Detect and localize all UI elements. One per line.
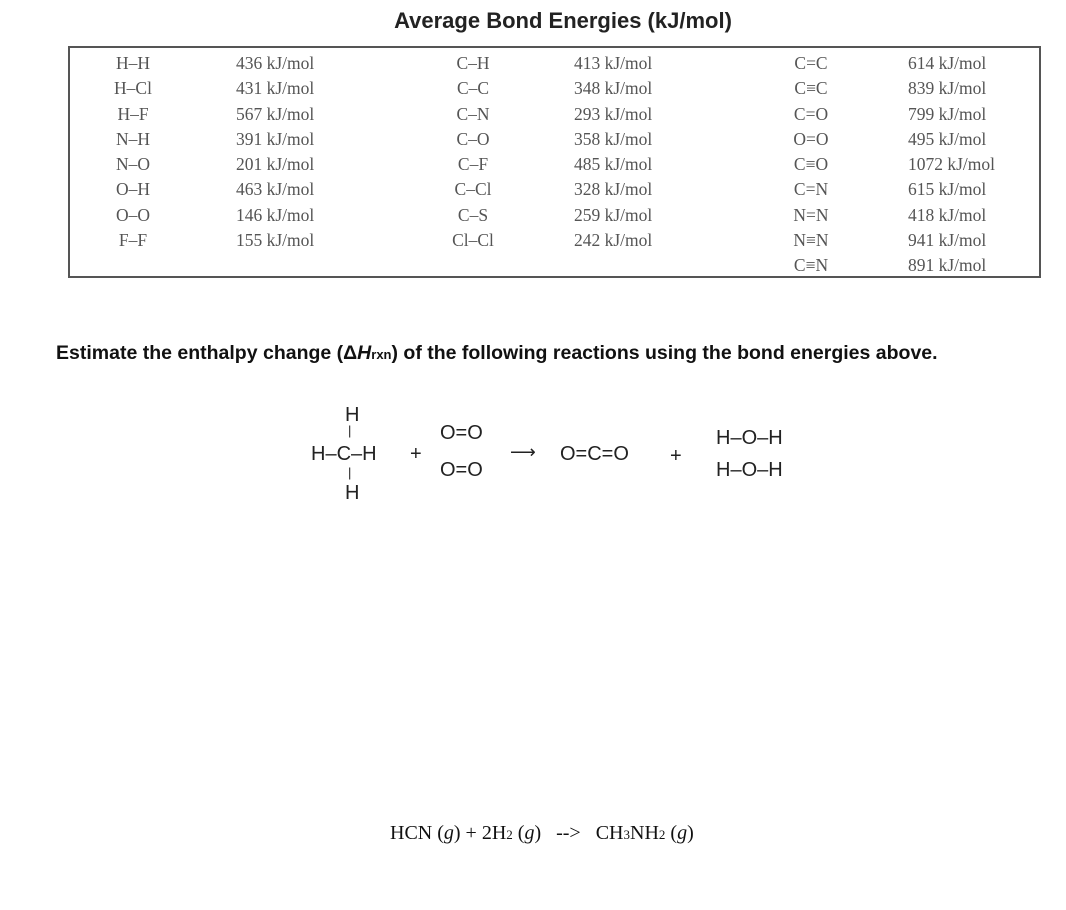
bond-label: H–F [117,103,149,124]
oxygen-molecule-1: O=O [440,422,483,444]
bond-energy-value: 201 kJ/mol [236,154,315,175]
plus-sign-1: + [410,443,422,465]
bond-label: C–O [456,128,490,149]
instructions [56,342,1056,365]
bond-column-1 [108,51,158,253]
bond-label: O=O [793,128,829,149]
bond-energy-value: 431 kJ/mol [236,78,315,99]
r2-paren-2: ( [665,822,678,844]
methane-middle: H–C–H [311,443,377,465]
bond-label: H–Cl [114,78,152,99]
bond-energy-value: 242 kJ/mol [574,230,653,251]
bond-label: O–H [115,179,151,200]
bond-energy-value: 495 kJ/mol [908,128,987,149]
bond-label: H–H [115,53,151,73]
bond-energy-value: 259 kJ/mol [574,204,653,225]
bond-label: C=C [794,53,828,73]
r2-sub-3: 2 [658,827,666,842]
energy-column-1 [236,51,366,253]
bond-energy-value: 293 kJ/mol [574,103,653,124]
methane-bottom-h: H [345,482,360,504]
bond-energy-value: 358 kJ/mol [574,128,653,149]
energy-column-2 [574,51,704,253]
bond-energy-value: 413 kJ/mol [574,53,653,73]
bond-label: C≡N [793,255,829,276]
bond-energy-value: 567 kJ/mol [236,103,315,124]
plus-sign-2: + [670,445,682,467]
bond-label: C–Cl [454,179,492,200]
rxn-subscript: rxn [371,347,392,362]
bond-label: Cl–Cl [452,230,494,251]
bond-label: N≡N [793,230,829,251]
bond-label: C≡O [793,154,829,175]
bond-label: C–H [456,53,490,73]
bond-energy-value: 463 kJ/mol [236,179,315,200]
bond-label: C≡C [794,78,828,99]
bond-label: O–O [115,204,151,225]
bond-energy-value: 146 kJ/mol [236,204,315,225]
bond-label: C–F [457,154,489,175]
water-molecule-1: H–O–H [716,427,783,449]
bond-energy-table [68,46,1041,278]
reaction-2 [390,822,694,845]
methane-bottom-bond: | [348,465,352,480]
bond-label: N–O [115,154,151,175]
bond-energy-value: 615 kJ/mol [908,179,987,200]
enthalpy-symbol: H [357,342,372,364]
oxygen-molecule-2: O=O [440,459,483,481]
r2-paren-1: ( [512,822,525,844]
delta-symbol: Δ [343,342,358,364]
r2-sub-1: 2 [506,827,513,842]
bond-energy-value: 1072 kJ/mol [908,154,996,175]
r2-nh: NH [630,822,659,844]
bond-energy-value: 391 kJ/mol [236,128,315,149]
bond-energy-value: 155 kJ/mol [236,230,315,251]
prompt-text-start: Estimate the enthalpy change ( [56,342,344,364]
bond-label: F–F [118,230,148,251]
bond-energy-value: 891 kJ/mol [908,255,987,276]
water-molecule-2: H–O–H [716,459,783,481]
methane-top-bond: | [348,423,352,438]
methane-top-h: H [345,404,360,426]
bond-energy-value: 418 kJ/mol [908,204,987,225]
r2-hcn: HCN ( [390,822,444,844]
bond-column-3 [781,51,841,279]
r2-state-1: g [443,822,454,844]
bond-energy-value: 839 kJ/mol [908,78,987,99]
r2-state-3: g [677,822,688,844]
bond-label: C–N [456,103,490,124]
bond-energy-value: 941 kJ/mol [908,230,987,251]
bond-label: N–H [115,128,151,149]
bond-energy-value: 328 kJ/mol [574,179,653,200]
bond-energy-value: 436 kJ/mol [236,53,315,73]
bond-energy-value: 799 kJ/mol [908,103,987,124]
bond-column-2 [438,51,508,253]
reaction-arrow-icon: ⟶ [510,442,536,463]
r2-sub-2: 3 [623,827,630,842]
bond-label: C=N [793,179,829,200]
table-title: Average Bond Energies (kJ/mol) [394,8,732,33]
r2-h2: ) + 2H [453,822,507,844]
r2-state-2: g [524,822,535,844]
bond-energy-value: 485 kJ/mol [574,154,653,175]
r2-arrow-ch: ) --> CH [534,822,624,844]
bond-label: C=O [793,103,829,124]
bond-label: N=N [793,204,829,225]
bond-label: C–C [456,78,490,99]
carbon-dioxide: O=C=O [560,443,629,465]
prompt-text-end: ) of the following reactions using the bond energies above. [391,342,938,364]
energy-column-3 [908,51,1028,279]
bond-label: C–S [457,204,489,225]
bond-energy-value: 348 kJ/mol [574,78,653,99]
bond-energy-value: 614 kJ/mol [908,53,987,73]
r2-close: ) [687,822,694,844]
